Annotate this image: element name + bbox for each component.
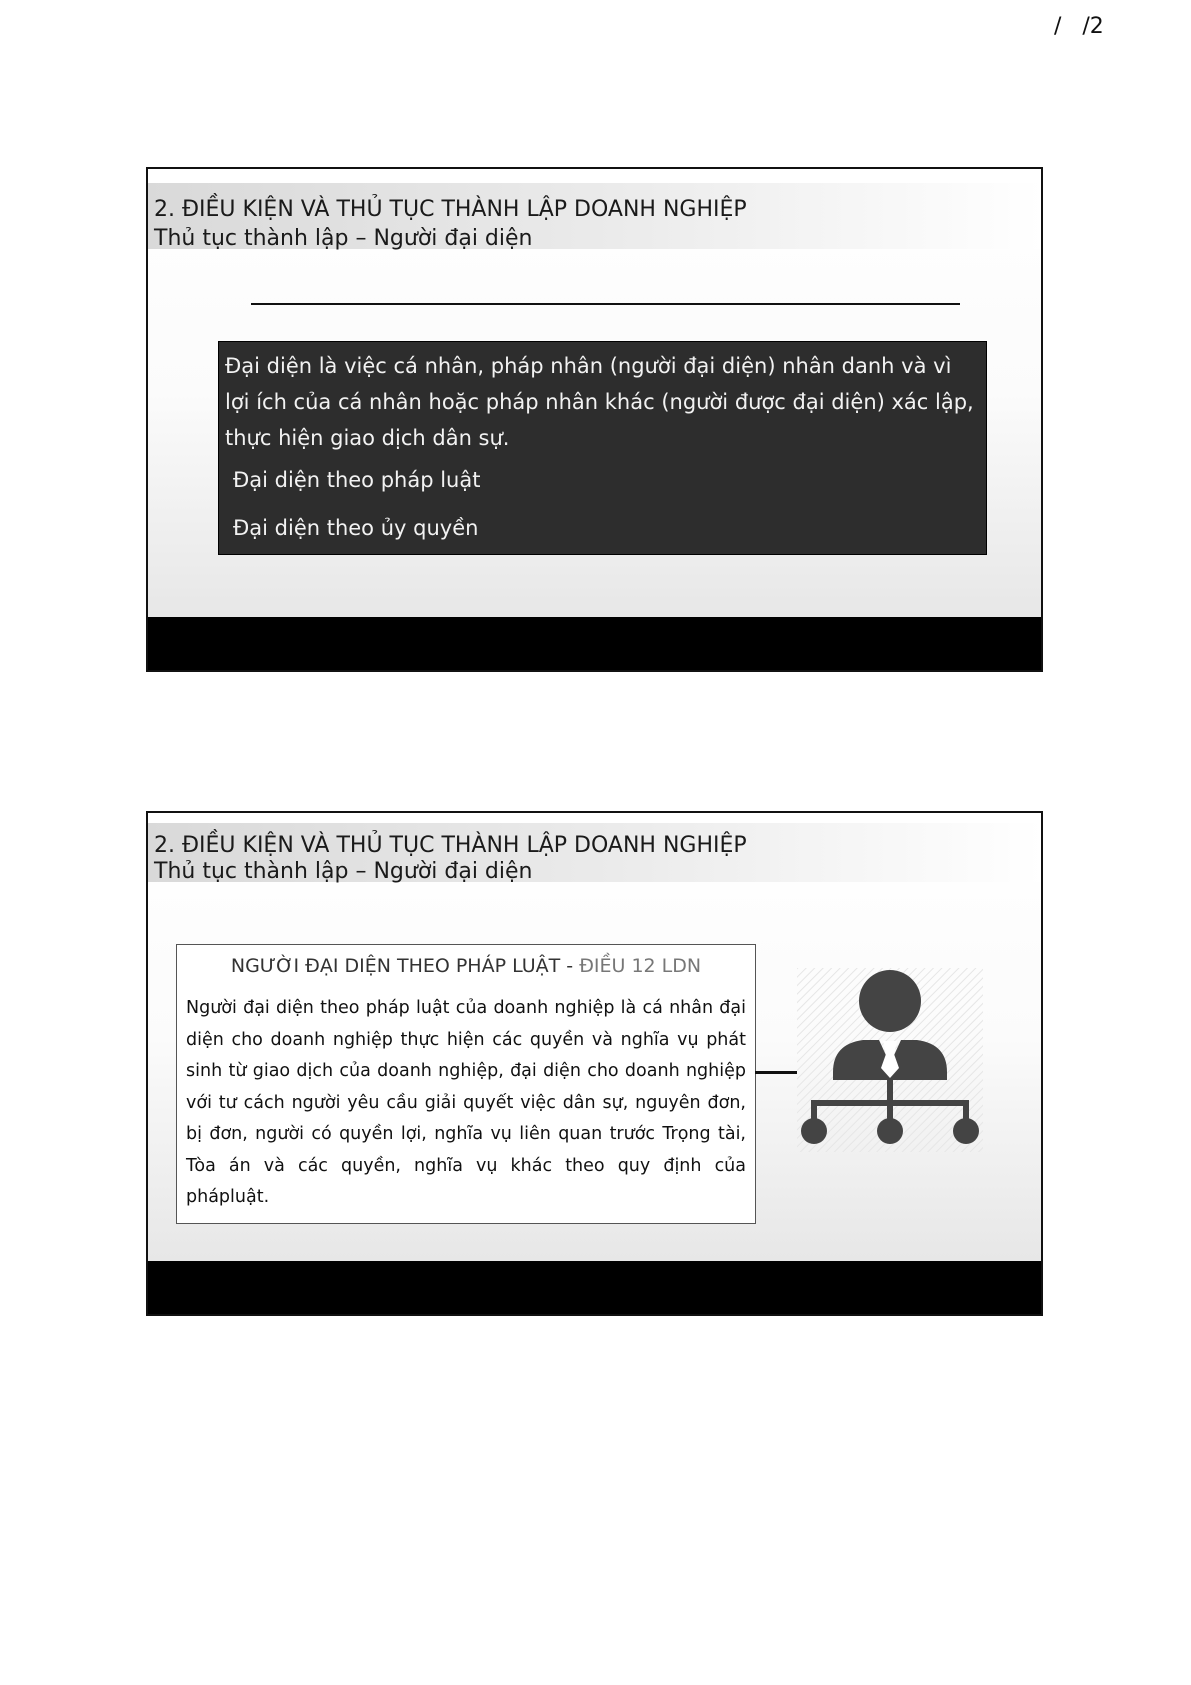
slide-subtitle: Thủ tục thành lập – Người đại diện [154, 226, 533, 251]
connector-line [755, 1071, 797, 1074]
box-heading-article: ĐIỀU 12 LDN [579, 955, 702, 977]
divider-line [251, 303, 960, 305]
box-body: Người đại diện theo pháp luật của doanh nghiệp là cá nhân đại diện cho doanh nghiệp thực hiện các quyền và nghĩa vụ phát sinh từ giao dịch của doanh nghiệp, đại diện cho doanh nghiệp với tư cách người yêu cầu giải quyết việc dân sự, nguyên đơn, bị đơn, người có quyền lợi, nghĩa vụ liên quan trước Trọng tài, Tòa án và các quyền, nghĩa vụ khác theo quy định của phápluật. [186, 998, 746, 1207]
slide-header [148, 183, 1043, 249]
legal-representative-box [176, 944, 756, 1224]
slide-footer [148, 1261, 1043, 1314]
definition-box [218, 341, 987, 555]
slide-subtitle: Thủ tục thành lập – Người đại diện [154, 859, 533, 884]
page-number: / /2 [1054, 14, 1104, 39]
definition-text: Đại diện là việc cá nhân, pháp nhân (người đại diện) nhân danh và vì lợi ích của cá nhân hoặc pháp nhân khác (người được đại diện) xác lập, thực hiện giao dịch dân sự. [225, 354, 974, 450]
slide-footer [148, 617, 1043, 670]
slide-header [148, 823, 1043, 882]
bullet-legal-representation: Đại diện theo pháp luật [233, 468, 481, 492]
box-heading [177, 955, 755, 977]
slide-2 [146, 811, 1043, 1316]
slide-title: 2. ĐIỀU KIỆN VÀ THỦ TỤC THÀNH LẬP DOANH NGHIỆP [154, 197, 747, 222]
slide-1 [146, 167, 1043, 672]
person-hierarchy-icon [797, 968, 983, 1152]
box-heading-label: NGƯỜI ĐẠI DIỆN THEO PHÁP LUẬT - [230, 955, 580, 977]
slide-title: 2. ĐIỀU KIỆN VÀ THỦ TỤC THÀNH LẬP DOANH NGHIỆP [154, 833, 747, 858]
bullet-authorized-representation: Đại diện theo ủy quyền [233, 516, 479, 540]
